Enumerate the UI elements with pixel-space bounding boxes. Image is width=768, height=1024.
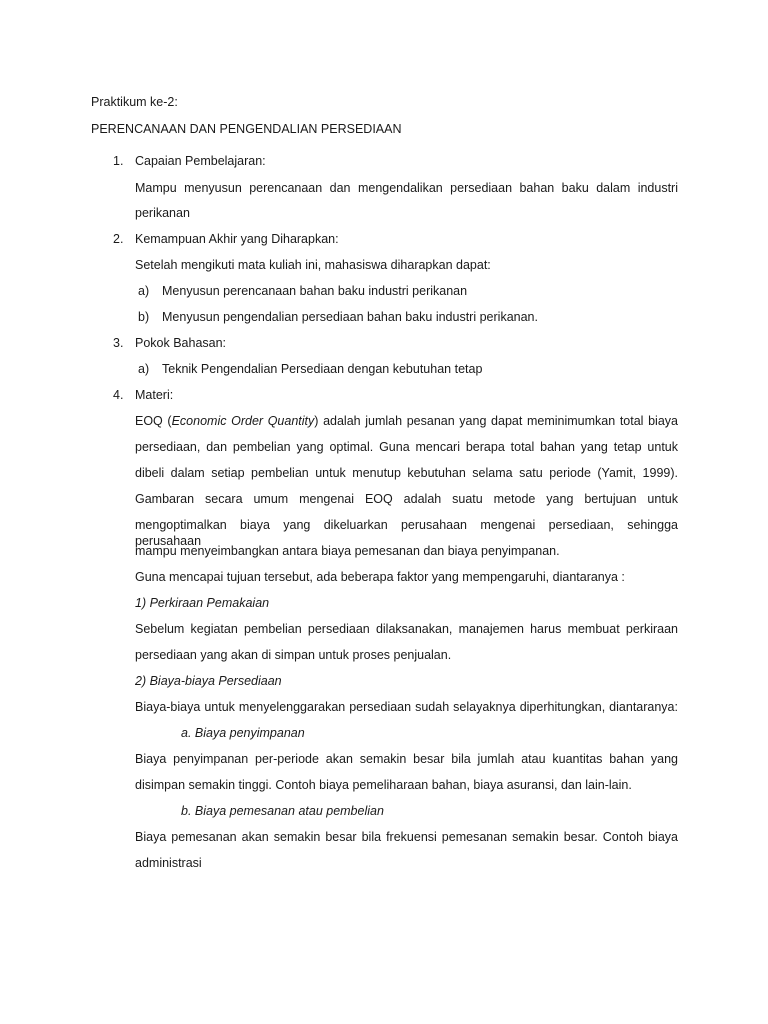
section-4-number: 4. [113,388,124,402]
section-2-item-b-label: b) [138,310,150,324]
doc-subtitle: PERENCANAAN DAN PENGENDALIAN PERSEDIAAN [91,122,402,136]
section-2-number: 2. [113,232,124,246]
eoq-paragraph-line-5: mengoptimalkan biaya yang dikeluarkan perusahaan mengenai persediaan, sehingga perusahaan [135,518,678,548]
section-4-heading: Materi: [135,388,174,402]
section-3-number: 3. [113,336,124,350]
cost-b-line-2: administrasi [135,856,202,870]
cost-a-line-2: disimpan semakin tinggi. Contoh biaya pemeliharaan bahan, biaya asuransi, dan lain-lain. [135,778,632,792]
eoq-paragraph-line-4: Gambaran secara umum mengenai EOQ adalah suatu metode yang bertujuan untuk [135,492,678,506]
section-1-heading: Capaian Pembelajaran: [135,154,266,168]
section-2-item-a-text: Menyusun perencanaan bahan baku industri perikanan [162,284,468,298]
eoq-paragraph-line-2: persediaan, dan pembelian yang optimal. Guna mencari berapa total bahan yang tetap untuk [135,440,678,454]
cost-b-line-1: Biaya pemesanan akan semakin besar bila frekuensi pemesanan semakin besar. Contoh biaya [135,830,678,844]
factor-1-line-2: persediaan yang akan di simpan untuk proses penjualan. [135,648,452,662]
factor-2-heading: 2) Biaya-biaya Persediaan [135,674,282,688]
eoq-text-a: EOQ ( [135,414,172,428]
doc-title: Praktikum ke-2: [91,95,178,109]
eoq-term: Economic Order Quantity [171,414,315,428]
section-2-heading: Kemampuan Akhir yang Diharapkan: [135,232,339,246]
section-1-text-line-2: perikanan [135,206,190,220]
eoq-text-c: ) adalah jumlah pesanan yang dapat meminimumkan total biaya [314,414,678,428]
factor-1-heading: 1) Perkiraan Pemakaian [135,596,270,610]
section-2-item-a-label: a) [138,284,150,298]
eoq-paragraph-line-3: dibeli dalam setiap pembelian untuk menutup kebutuhan selama satu periode (Yamit, 1999). [135,466,678,480]
section-1-text-line-1: Mampu menyusun perencanaan dan mengendalikan persediaan bahan baku dalam industri [135,181,678,195]
cost-a-line-1: Biaya penyimpanan per-periode akan semakin besar bila jumlah atau kuantitas bahan yang [135,752,678,766]
section-1-number: 1. [113,154,124,168]
eoq-paragraph-line-6: mampu menyeimbangkan antara biaya pemesanan dan biaya penyimpanan. [135,544,560,558]
section-2-intro: Setelah mengikuti mata kuliah ini, mahasiswa diharapkan dapat: [135,258,491,272]
factor-2-line-1: Biaya-biaya untuk menyelenggarakan persediaan sudah selayaknya diperhitungkan, diantaranya: [135,700,678,714]
cost-a-heading: a. Biaya penyimpanan [181,726,305,740]
factor-1-line-1: Sebelum kegiatan pembelian persediaan dilaksanakan, manajemen harus membuat perkiraan [135,622,678,636]
section-3-item-a-label: a) [138,362,150,376]
eoq-paragraph-line-1 [135,413,678,429]
cost-b-heading: b. Biaya pemesanan atau pembelian [181,804,384,818]
section-3-item-a-text: Teknik Pengendalian Persediaan dengan kebutuhan tetap [162,362,483,376]
section-3-heading: Pokok Bahasan: [135,336,227,350]
factors-intro: Guna mencapai tujuan tersebut, ada beberapa faktor yang mempengaruhi, diantaranya : [135,570,625,584]
section-2-item-b-text: Menyusun pengendalian persediaan bahan baku industri perikanan. [162,310,538,324]
